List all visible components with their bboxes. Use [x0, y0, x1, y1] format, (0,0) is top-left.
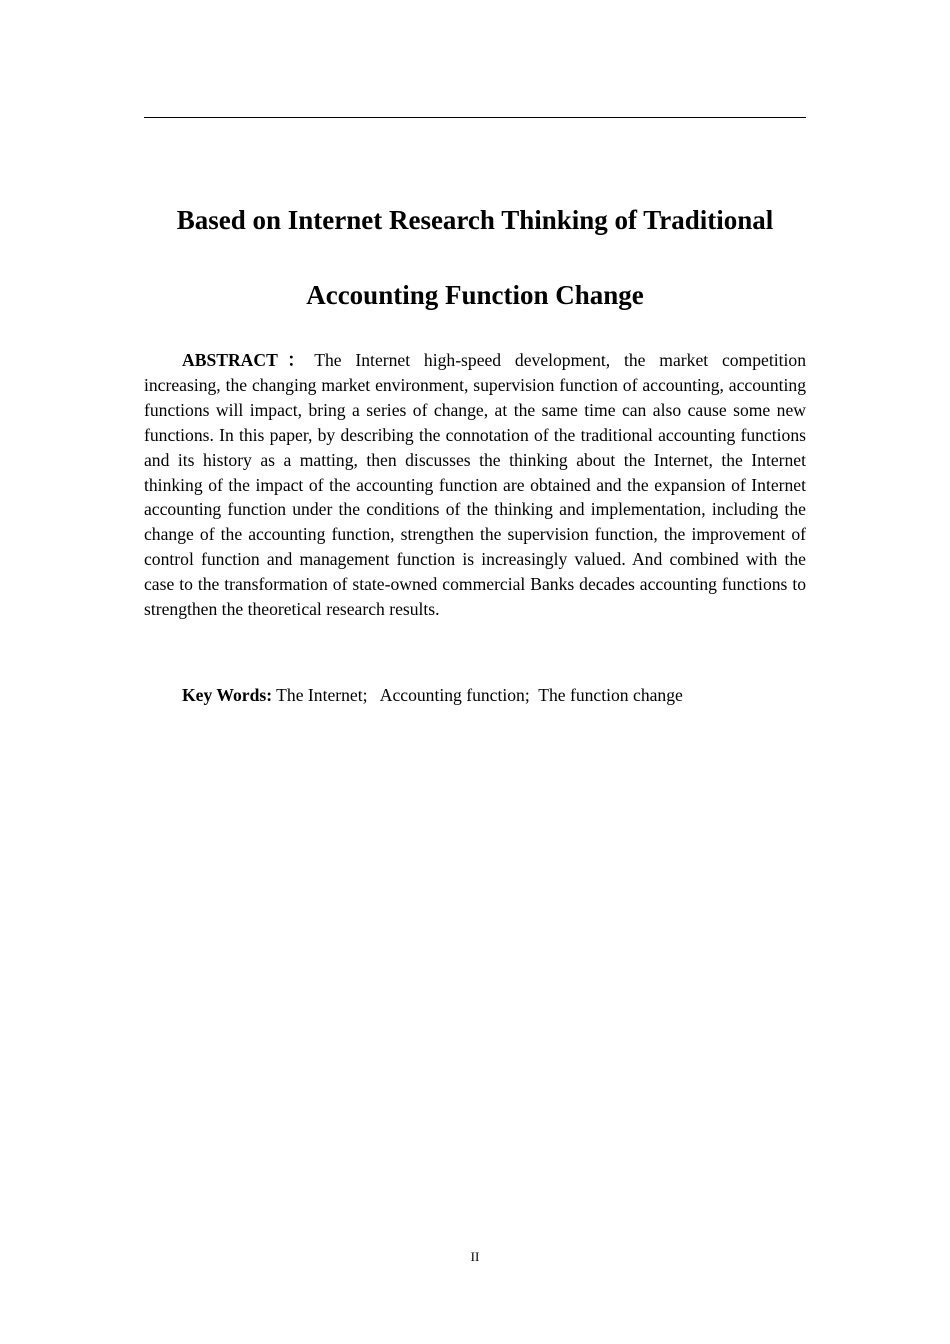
keywords-paragraph: [144, 683, 806, 707]
header-rule: [144, 117, 806, 118]
title-line-2: Accounting Function Change: [306, 280, 644, 310]
abstract-text: The Internet high-speed development, the market competition increasing, the changing market environment, supervision function of accounting, accounting functions will impact, bring a series of change, at the same time can also cause some new functions. In this paper, by describing the connotation of the traditional accounting functions and its history as a matting, then discusses the thinking about the Internet, the Internet thinking of the impact of the accounting function are obtained and the expansion of Internet accounting function under the conditions of the thinking and implementation, including the change of the accounting function, strengthen the supervision function, the improvement of control function and management function is increasingly valued. And combined with the case to the transformation of state-owned commercial Banks decades accounting functions to strengthen the theoretical research results.: [144, 350, 806, 620]
abstract-label: ABSTRACT：: [182, 350, 315, 370]
abstract-paragraph: [144, 348, 806, 622]
keywords-label: Key Words:: [182, 685, 273, 705]
page-number: II: [470, 1249, 480, 1264]
document-title: [144, 183, 806, 333]
keywords-text: The Internet; Accounting function; The function change: [272, 685, 683, 705]
title-line-1: Based on Internet Research Thinking of Traditional: [176, 205, 774, 235]
